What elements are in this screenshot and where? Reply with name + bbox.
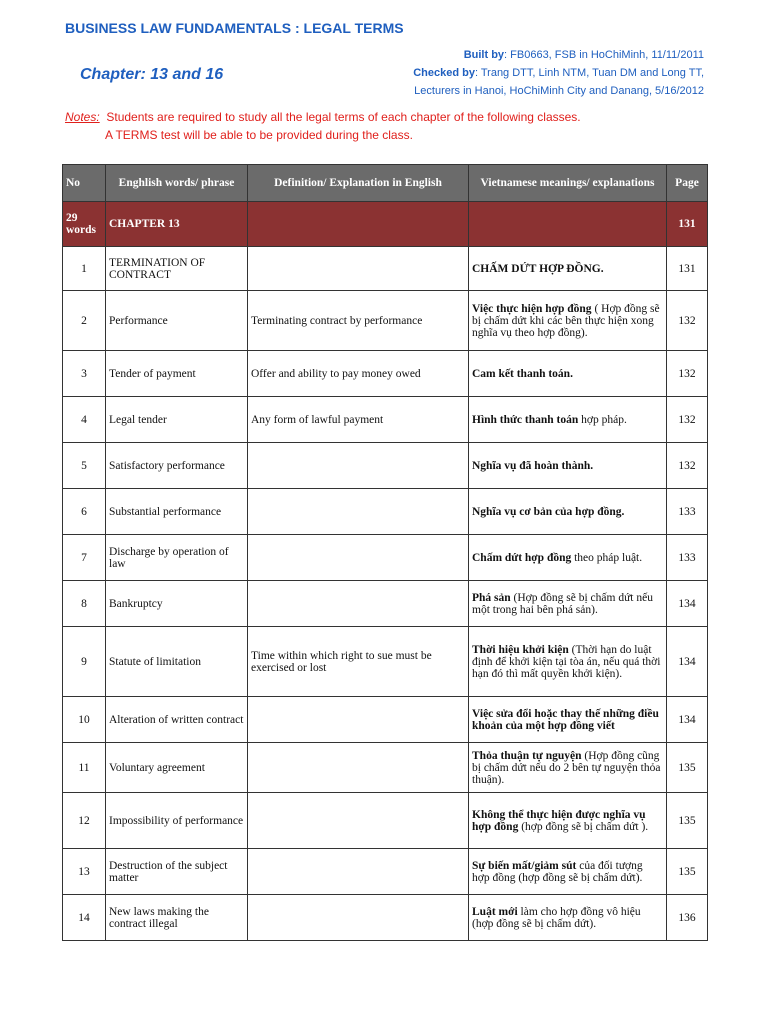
row-vietnamese-term: Thỏa thuận tự nguyện (472, 749, 582, 762)
row-vietnamese-term: Nghĩa vụ đã hoàn thành. (472, 459, 594, 472)
table-row (63, 793, 708, 849)
row-vietnamese (469, 849, 667, 895)
table-row (63, 489, 708, 535)
row-vietnamese-term: Hình thức thanh toán (472, 413, 579, 426)
chapter-word-count: 29 words (63, 202, 106, 247)
row-definition: Offer and ability to pay money owed (248, 351, 469, 397)
table-row (63, 351, 708, 397)
row-definition (248, 895, 469, 941)
chapter-heading: Chapter: 13 and 16 (80, 66, 224, 83)
chapter-row (63, 202, 708, 247)
row-english-term: New laws making the contract illegal (106, 895, 248, 941)
table-row (63, 627, 708, 697)
row-vietnamese-term: Việc sửa đổi hoặc thay thế những điều khoản của một hợp đồng viết (472, 707, 659, 732)
table-row (63, 895, 708, 941)
row-definition (248, 247, 469, 291)
row-number: 13 (63, 849, 106, 895)
header-no: No (63, 165, 106, 202)
row-definition: Time within which right to sue must be exercised or lost (248, 627, 469, 697)
row-english-term: Substantial performance (106, 489, 248, 535)
table-row (63, 291, 708, 351)
row-english-term: Alteration of written contract (106, 697, 248, 743)
row-number: 11 (63, 743, 106, 793)
row-english-term: Impossibility of performance (106, 793, 248, 849)
credits-block (284, 46, 704, 100)
row-vietnamese-term: CHẤM DỨT HỢP ĐỒNG. (472, 262, 604, 275)
row-page: 134 (667, 581, 708, 627)
row-vietnamese (469, 627, 667, 697)
table-header-row (63, 165, 708, 202)
row-number: 12 (63, 793, 106, 849)
header-definition: Definition/ Explanation in English (248, 165, 469, 202)
row-english-term: TERMINATION OF CONTRACT (106, 247, 248, 291)
terms-table (62, 164, 708, 941)
row-number: 8 (63, 581, 106, 627)
row-vietnamese (469, 697, 667, 743)
row-vietnamese-term: Chấm dứt hợp đồng (472, 551, 572, 564)
row-page: 135 (667, 793, 708, 849)
row-vietnamese-term: Không thể thực hiện được nghĩa vụ hợp đồng (472, 808, 646, 833)
row-vietnamese (469, 247, 667, 291)
row-vietnamese-explanation: (hợp đồng sẽ bị chấm dứt ). (518, 820, 649, 833)
row-vietnamese (469, 351, 667, 397)
row-page: 132 (667, 291, 708, 351)
table-row (63, 535, 708, 581)
row-definition (248, 581, 469, 627)
row-definition (248, 443, 469, 489)
row-vietnamese-explanation: (Hợp đồng cũng bị chấm dứt nếu do 2 bên tự nguyện thỏa thuận). (472, 749, 661, 786)
notes-line-1 (65, 108, 705, 126)
row-page: 132 (667, 351, 708, 397)
row-vietnamese (469, 581, 667, 627)
table-row (63, 697, 708, 743)
row-definition (248, 793, 469, 849)
header-english: Enghlish words/ phrase (106, 165, 248, 202)
document-title: BUSINESS LAW FUNDAMENTALS : LEGAL TERMS (65, 20, 404, 36)
row-vietnamese-explanation: theo pháp luật. (571, 551, 643, 564)
table-row (63, 581, 708, 627)
row-definition: Terminating contract by performance (248, 291, 469, 351)
row-page: 135 (667, 743, 708, 793)
row-page: 133 (667, 489, 708, 535)
row-number: 10 (63, 697, 106, 743)
row-vietnamese-explanation: ( Hợp đồng sẽ bị chấm dứt khi các bên thực hiện xong nghĩa vụ theo hợp đồng). (472, 302, 660, 339)
row-definition (248, 849, 469, 895)
checked-by-label: Checked by (413, 67, 475, 79)
chapter-empty-def (248, 202, 469, 247)
row-vietnamese (469, 743, 667, 793)
notes-text-1: Students are required to study all the legal terms of each chapter of the following classes. (106, 110, 581, 124)
row-page: 132 (667, 443, 708, 489)
row-number: 5 (63, 443, 106, 489)
row-english-term: Bankruptcy (106, 581, 248, 627)
row-vietnamese-explanation: (Thời hạn do luật định để khởi kiện tại tòa án, nếu quá thời hạn đó thì mất quyền khởi kiện). (472, 643, 661, 680)
checked-by-value: : Trang DTT, Linh NTM, Tuan DM and Long TT, (474, 67, 704, 79)
row-vietnamese-explanation: hợp pháp. (578, 413, 627, 426)
row-english-term: Destruction of the subject matter (106, 849, 248, 895)
row-number: 9 (63, 627, 106, 697)
row-vietnamese (469, 489, 667, 535)
row-number: 6 (63, 489, 106, 535)
row-vietnamese (469, 535, 667, 581)
row-english-term: Statute of limitation (106, 627, 248, 697)
checked-by-line-2: Lecturers in Hanoi, HoChiMinh City and Danang, 5/16/2012 (414, 85, 704, 97)
table-row (63, 397, 708, 443)
built-by-line (284, 46, 704, 64)
row-vietnamese-explanation: làm cho hợp đồng vô hiệu (hợp đồng sẽ bị chấm dứt). (472, 905, 641, 930)
row-english-term: Performance (106, 291, 248, 351)
table-body (63, 202, 708, 941)
row-definition (248, 535, 469, 581)
row-english-term: Legal tender (106, 397, 248, 443)
row-vietnamese-explanation: (Hợp đồng sẽ bị chấm dứt nếu một trong hai bên phá sản). (472, 591, 653, 616)
row-definition (248, 697, 469, 743)
row-english-term: Tender of payment (106, 351, 248, 397)
row-number: 7 (63, 535, 106, 581)
row-number: 3 (63, 351, 106, 397)
row-vietnamese-term: Phá sản (472, 591, 511, 604)
table-row (63, 849, 708, 895)
row-number: 4 (63, 397, 106, 443)
header-page: Page (667, 165, 708, 202)
row-page: 135 (667, 849, 708, 895)
row-english-term: Discharge by operation of law (106, 535, 248, 581)
row-page: 131 (667, 247, 708, 291)
row-page: 136 (667, 895, 708, 941)
row-vietnamese (469, 397, 667, 443)
notes-block (65, 108, 705, 144)
row-vietnamese-term: Sự biến mất/giảm sút (472, 859, 577, 872)
row-vietnamese-term: Nghĩa vụ cơ bản của hợp đồng. (472, 505, 625, 518)
notes-label: Notes: (65, 110, 100, 124)
row-number: 1 (63, 247, 106, 291)
row-vietnamese (469, 793, 667, 849)
row-vietnamese-term: Thời hiệu khởi kiện (472, 643, 569, 656)
row-vietnamese-explanation: của đối tượng hợp đồng (hợp đồng sẽ bị chấm dứt). (472, 859, 643, 884)
notes-line-2: A TERMS test will be able to be provided during the class. (105, 128, 413, 142)
row-vietnamese (469, 291, 667, 351)
table-row (63, 443, 708, 489)
row-definition (248, 743, 469, 793)
built-by-value: : FB0663, FSB in HoChiMinh, 11/11/2011 (504, 49, 704, 61)
row-definition: Any form of lawful payment (248, 397, 469, 443)
row-english-term: Voluntary agreement (106, 743, 248, 793)
table-row (63, 247, 708, 291)
table-row (63, 743, 708, 793)
row-vietnamese (469, 443, 667, 489)
row-definition (248, 489, 469, 535)
row-vietnamese (469, 895, 667, 941)
row-number: 2 (63, 291, 106, 351)
row-vietnamese-term: Luật mới (472, 905, 518, 918)
row-page: 133 (667, 535, 708, 581)
chapter-page: 131 (667, 202, 708, 247)
checked-by-line (284, 64, 704, 82)
chapter-empty-vn (469, 202, 667, 247)
row-page: 132 (667, 397, 708, 443)
row-vietnamese-term: Việc thực hiện hợp đồng (472, 302, 592, 315)
chapter-title: CHAPTER 13 (106, 202, 248, 247)
row-vietnamese-term: Cam kết thanh toán. (472, 367, 573, 380)
row-page: 134 (667, 627, 708, 697)
row-number: 14 (63, 895, 106, 941)
row-english-term: Satisfactory performance (106, 443, 248, 489)
row-page: 134 (667, 697, 708, 743)
header-vietnamese: Vietnamese meanings/ explanations (469, 165, 667, 202)
built-by-label: Built by (463, 49, 505, 61)
